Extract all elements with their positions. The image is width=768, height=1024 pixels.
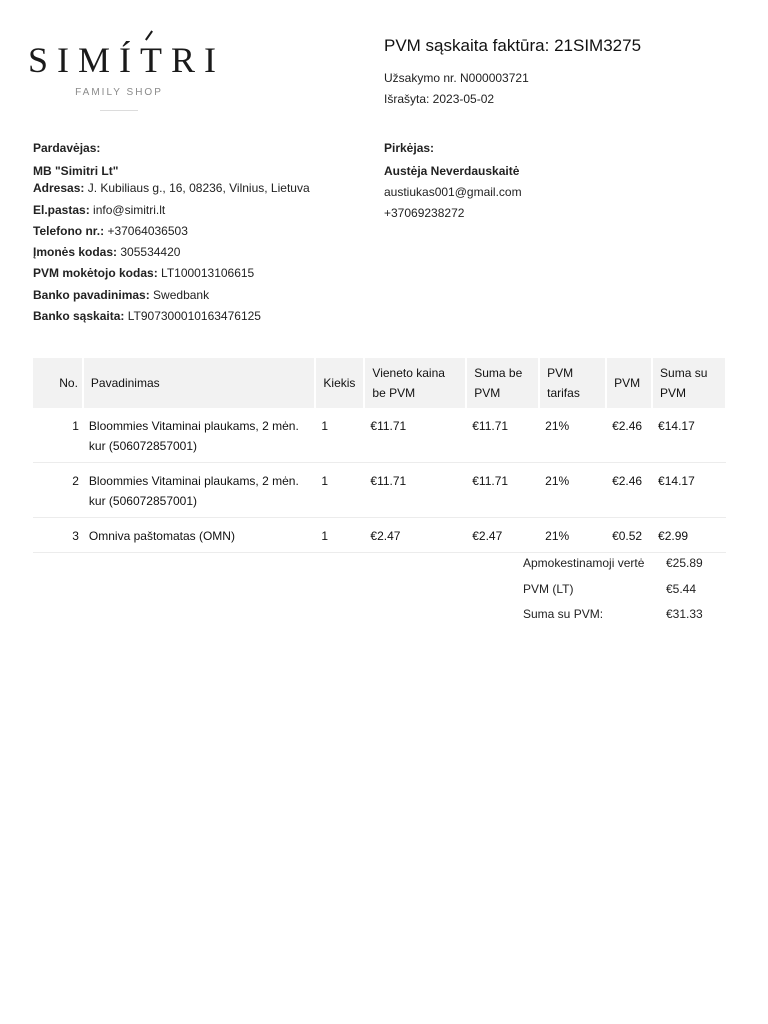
totals-value: €31.33 bbox=[666, 607, 703, 621]
logo-divider bbox=[100, 110, 138, 111]
column-header-vat: PVM bbox=[606, 358, 652, 408]
buyer-name: Austėja Neverdauskaitė bbox=[384, 164, 520, 178]
cell-no: 2 bbox=[33, 463, 83, 518]
cell-vat: €0.52 bbox=[606, 518, 652, 553]
column-header-no: No. bbox=[33, 358, 83, 408]
logo-subtitle: FAMILY SHOP bbox=[75, 87, 163, 98]
buyer-phone: +37069238272 bbox=[384, 206, 465, 220]
totals-label: Apmokestinamoji vertė bbox=[523, 556, 645, 570]
totals-value: €5.44 bbox=[666, 581, 697, 596]
totals-label: PVM (LT) bbox=[523, 581, 574, 596]
cell-sum-excl-vat: €2.47 bbox=[466, 518, 539, 553]
cell-sum-incl-vat: €14.17 bbox=[652, 408, 726, 463]
seller-address: Adresas: J. Kubiliaus g., 16, 08236, Vilnius, Lietuva bbox=[33, 181, 310, 195]
column-header-vat-rate: PVM tarifas bbox=[539, 358, 606, 408]
totals-value: €25.89 bbox=[666, 556, 703, 570]
cell-vat: €2.46 bbox=[606, 408, 652, 463]
cell-name: Bloommies Vitaminai plaukams, 2 mėn. kur (506072857001) bbox=[83, 408, 316, 463]
items-table bbox=[33, 358, 727, 553]
table-header-row bbox=[33, 358, 726, 408]
cell-no: 1 bbox=[33, 408, 83, 463]
cell-quantity: 1 bbox=[315, 408, 364, 463]
cell-unit-price: €2.47 bbox=[364, 518, 466, 553]
cell-vat-rate: 21% bbox=[539, 463, 606, 518]
company-logo bbox=[28, 30, 225, 114]
seller-heading: Pardavėjas: bbox=[33, 141, 101, 155]
cell-quantity: 1 bbox=[315, 463, 364, 518]
cell-sum-excl-vat: €11.71 bbox=[466, 463, 539, 518]
table-row bbox=[33, 518, 726, 553]
logo-wordmark: SIMÍTRI bbox=[28, 40, 225, 80]
cell-vat: €2.46 bbox=[606, 463, 652, 518]
buyer-heading: Pirkėjas: bbox=[384, 141, 435, 155]
table-row bbox=[33, 463, 726, 518]
cell-vat-rate: 21% bbox=[539, 518, 606, 553]
cell-quantity: 1 bbox=[315, 518, 364, 553]
column-header-sum-excl-vat: Suma be PVM bbox=[466, 358, 539, 408]
seller-phone: Telefono nr.: +37064036503 bbox=[33, 224, 188, 238]
column-header-name: Pavadinimas bbox=[83, 358, 316, 408]
cell-sum-incl-vat: €14.17 bbox=[652, 463, 726, 518]
table-row bbox=[33, 408, 726, 463]
issue-date: Išrašyta: 2023-05-02 bbox=[384, 92, 495, 106]
seller-email: El.pastas: info@simitri.lt bbox=[33, 203, 166, 217]
column-header-unit-price: Vieneto kaina be PVM bbox=[364, 358, 466, 408]
cell-sum-incl-vat: €2.99 bbox=[652, 518, 726, 553]
invoice-title: PVM sąskaita faktūra: 21SIM3275 bbox=[384, 36, 642, 55]
totals-label: Suma su PVM: bbox=[523, 607, 604, 621]
seller-bank-account: Banko sąskaita: LT907300010163476125 bbox=[33, 309, 261, 323]
column-header-sum-incl-vat: Suma su PVM bbox=[652, 358, 726, 408]
cell-sum-excl-vat: €11.71 bbox=[466, 408, 539, 463]
order-number: Užsakymo nr. N000003721 bbox=[384, 71, 529, 85]
cell-unit-price: €11.71 bbox=[364, 408, 466, 463]
buyer-email: austiukas001@gmail.com bbox=[384, 185, 522, 199]
cell-vat-rate: 21% bbox=[539, 408, 606, 463]
seller-company-code: Įmonės kodas: 305534420 bbox=[33, 245, 181, 259]
cell-unit-price: €11.71 bbox=[364, 463, 466, 518]
cell-name: Omniva paštomatas (OMN) bbox=[83, 518, 316, 553]
seller-bank-name: Banko pavadinimas: Swedbank bbox=[33, 288, 210, 302]
cell-no: 3 bbox=[33, 518, 83, 553]
seller-name: MB "Simitri Lt" bbox=[33, 164, 119, 178]
column-header-quantity: Kiekis bbox=[315, 358, 364, 408]
seller-vat-code: PVM mokėtojo kodas: LT100013106615 bbox=[33, 266, 255, 280]
cell-name: Bloommies Vitaminai plaukams, 2 mėn. kur (506072857001) bbox=[83, 463, 316, 518]
